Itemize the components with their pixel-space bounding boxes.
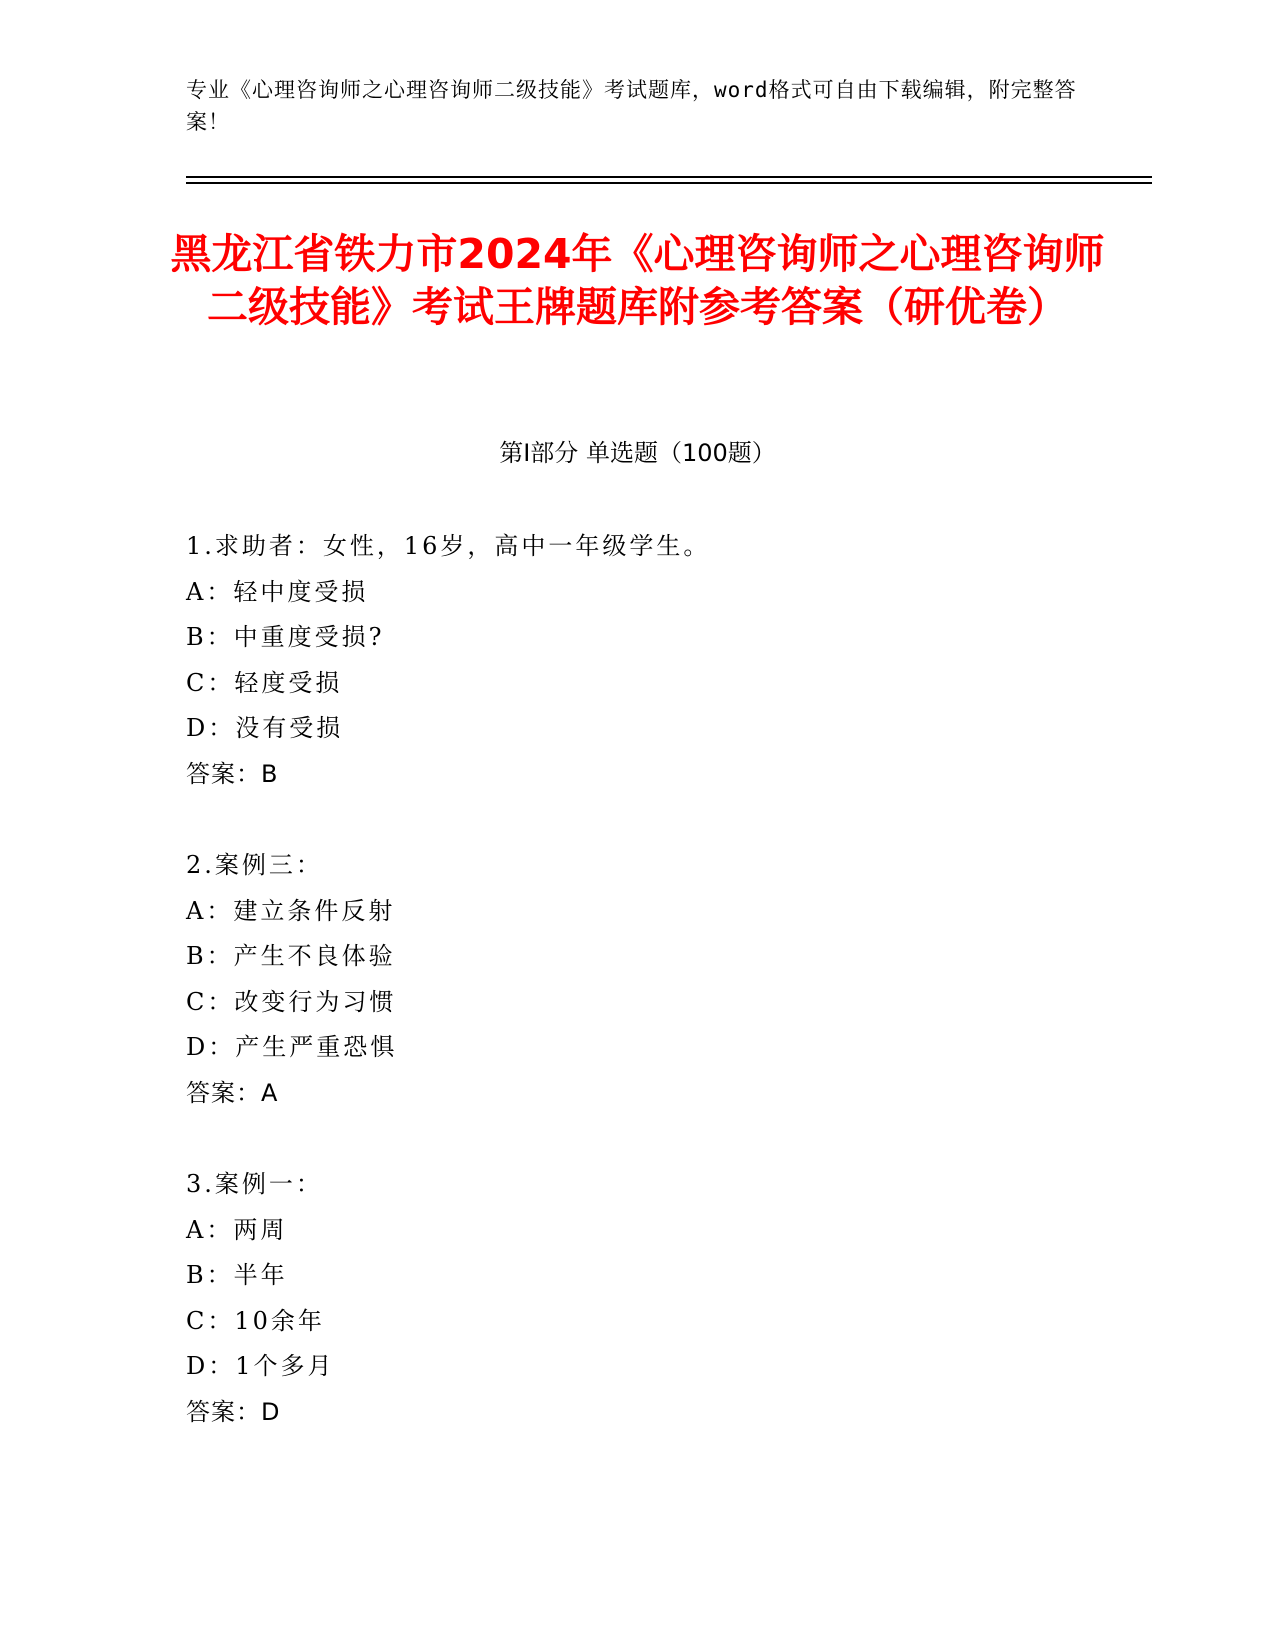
answer-line: 答案：B (186, 759, 279, 788)
question-block-3 (186, 1162, 1086, 1435)
document-title: 黑龙江省铁力市2024年《心理咨询师之心理咨询师二级技能》考试王牌题库附参考答案（研优卷） (170, 230, 1105, 331)
option-c: C：10余年 (186, 1306, 325, 1335)
question-stem: 1.求助者：女性，16岁，高中一年级学生。 (186, 532, 711, 560)
option-b: B：产生不良体验 (186, 942, 396, 970)
question-stem: 3.案例一： (186, 1170, 323, 1198)
question-block-1 (186, 524, 1086, 797)
option-c: C：轻度受损 (186, 668, 343, 697)
option-a: A：两周 (186, 1215, 288, 1244)
option-a: A：建立条件反射 (186, 896, 396, 925)
option-d: D：没有受损 (186, 714, 344, 742)
option-c: C：改变行为习惯 (186, 987, 397, 1016)
option-a: A：轻中度受损 (186, 577, 369, 606)
option-b: B：半年 (186, 1261, 288, 1289)
option-d: D：产生严重恐惧 (186, 1033, 398, 1061)
answer-line: 答案：D (186, 1397, 281, 1426)
option-d: D：1个多月 (186, 1352, 335, 1380)
question-stem: 2.案例三： (186, 851, 323, 879)
section-title: 第I部分 单选题（100题） (499, 439, 776, 467)
answer-line: 答案：A (186, 1078, 279, 1107)
header-rule-bottom (186, 182, 1152, 184)
header-rule-top (186, 176, 1152, 178)
question-block-2 (186, 843, 1086, 1116)
header-note: 专业《心理咨询师之心理咨询师二级技能》考试题库，word格式可自由下载编辑，附完整答案！ (186, 78, 1077, 134)
option-b: B：中重度受损? (186, 623, 385, 651)
